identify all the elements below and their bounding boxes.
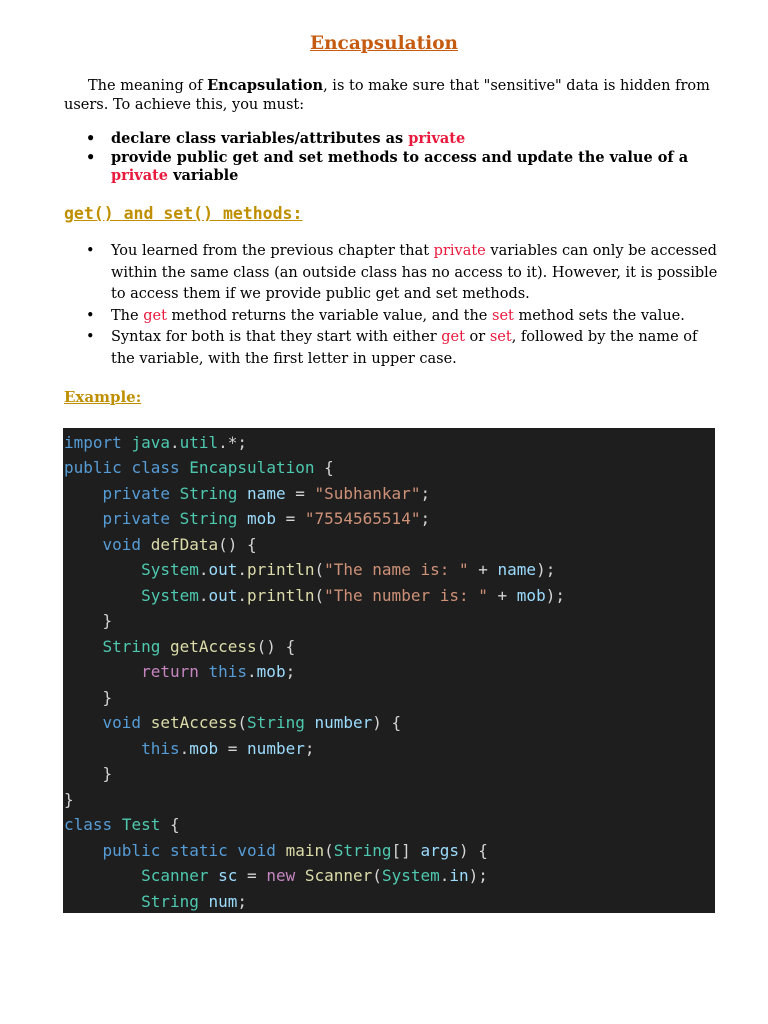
code-line	[64, 838, 488, 864]
code-token: name	[247, 483, 286, 503]
code-token: setAccess	[150, 713, 238, 732]
code-token: +	[487, 585, 517, 605]
requirement-text-after: variable	[168, 167, 239, 184]
code-token	[122, 433, 132, 452]
detail-text: Syntax for both is that they start with either	[111, 329, 442, 345]
code-token	[64, 739, 141, 758]
code-token: (	[314, 560, 325, 579]
code-token: mob	[247, 509, 276, 528]
code-token	[170, 509, 180, 528]
page-title: Encapsulation	[310, 33, 458, 54]
code-token: .	[237, 560, 248, 579]
detail-text: , followed by the name of the variable, with the first letter in upper case.	[111, 329, 698, 367]
code-token	[295, 866, 305, 885]
code-line	[64, 761, 112, 787]
intro-bold-term: Encapsulation	[207, 77, 324, 94]
code-token: ;	[420, 509, 431, 528]
code-token: println	[247, 560, 315, 579]
code-token: String	[247, 713, 305, 732]
code-token	[160, 841, 170, 860]
detail-text: method sets the value.	[513, 307, 685, 324]
code-token: ) {	[372, 713, 402, 732]
detail-text: method returns the variable value, and the	[166, 307, 492, 324]
code-token	[64, 586, 141, 605]
code-token: =	[275, 509, 305, 528]
code-token: .	[247, 662, 257, 681]
code-token: sc	[218, 866, 238, 885]
details-list	[64, 241, 724, 370]
code-token: ;	[237, 891, 248, 911]
code-token	[64, 535, 103, 554]
intro-text-start: The meaning of	[88, 78, 208, 94]
code-token: void	[102, 534, 142, 554]
code-token: +	[468, 560, 498, 579]
code-token: {	[314, 458, 334, 477]
code-token: =	[218, 738, 248, 758]
requirement-item-2	[64, 149, 704, 186]
set-keyword: set	[489, 329, 512, 345]
code-token: =	[237, 866, 267, 885]
code-line	[64, 430, 247, 456]
code-token: static	[169, 840, 228, 860]
code-token: (	[324, 840, 334, 860]
code-token: (	[237, 713, 248, 732]
code-token: .	[179, 738, 190, 758]
code-token: System	[381, 866, 440, 885]
code-token: new	[266, 866, 296, 885]
code-token	[228, 841, 238, 860]
code-token	[237, 509, 247, 528]
example-label: Example:	[64, 388, 142, 406]
code-token: (	[314, 585, 325, 605]
code-token: util	[179, 432, 219, 452]
code-token: class	[64, 815, 113, 834]
code-token: String	[179, 483, 238, 503]
code-line	[64, 863, 488, 889]
code-token: import	[64, 432, 122, 452]
code-token	[122, 458, 132, 477]
code-line	[64, 608, 112, 634]
code-token: defData	[150, 534, 219, 554]
code-token	[64, 866, 141, 885]
code-token	[199, 662, 209, 681]
requirements-list	[64, 130, 704, 186]
code-token: getAccess	[169, 636, 257, 656]
code-token: }	[64, 764, 113, 783]
code-token	[170, 484, 180, 503]
code-token: in	[449, 866, 469, 885]
code-token: .	[198, 585, 209, 605]
detail-text: variables can only be accessed within the same class (an outside class has no access to it). However, it is possible to access them if we provide public get and set methods.	[111, 243, 718, 302]
intro-text-end: , is to make sure that "sensitive" data is hidden from users. To achieve this, you must:	[64, 78, 710, 113]
code-token: []	[391, 840, 421, 860]
detail-text: You learned from the previous chapter that	[111, 243, 434, 259]
code-token: number	[247, 738, 305, 758]
code-token: java	[131, 432, 170, 452]
code-token: .	[439, 866, 450, 885]
code-token	[276, 841, 286, 860]
code-token	[64, 560, 141, 579]
private-keyword: private	[433, 243, 486, 259]
code-token: mob	[516, 585, 546, 605]
code-token: void	[102, 713, 142, 732]
code-token: number	[314, 713, 373, 732]
code-line	[64, 455, 334, 481]
code-token: ;	[304, 738, 315, 758]
code-line	[64, 634, 295, 660]
code-token: }	[64, 611, 113, 630]
code-token: args	[420, 840, 459, 860]
code-line	[64, 506, 430, 532]
code-token: .	[198, 560, 209, 579]
code-line	[64, 659, 295, 685]
private-keyword: private	[111, 167, 169, 184]
code-token: class	[131, 458, 180, 477]
code-token: String	[141, 891, 199, 911]
code-token: System	[141, 560, 199, 579]
requirement-text: declare class variables/attributes as	[111, 130, 409, 147]
code-token: ) {	[458, 840, 488, 860]
code-line	[64, 532, 257, 558]
code-token: .	[169, 432, 180, 452]
code-token	[64, 713, 103, 732]
code-token	[64, 484, 103, 503]
code-token	[64, 637, 103, 656]
set-keyword: set	[492, 307, 514, 324]
code-token: }	[64, 687, 113, 707]
code-token: Scanner	[141, 866, 209, 885]
code-token: mob	[256, 662, 286, 681]
code-token: out	[208, 585, 238, 605]
code-token	[209, 866, 219, 885]
code-token	[112, 815, 122, 834]
code-token	[64, 841, 103, 860]
code-token: this	[141, 738, 180, 758]
code-token: () {	[256, 636, 296, 656]
code-token: () {	[218, 534, 257, 554]
code-token: "Subhankar"	[314, 483, 421, 503]
code-token	[237, 484, 247, 503]
detail-text: The	[111, 307, 144, 324]
code-token: );	[545, 585, 565, 605]
code-token: (	[372, 866, 382, 885]
code-token	[141, 713, 151, 732]
code-token: .	[237, 585, 248, 605]
code-token: String	[333, 840, 392, 860]
code-line	[64, 787, 74, 813]
get-keyword: get	[441, 329, 465, 345]
code-line	[64, 889, 247, 914]
code-token: private	[102, 483, 170, 503]
detail-item-3	[64, 327, 724, 370]
code-token: return	[141, 662, 199, 681]
detail-text: or	[464, 329, 490, 345]
code-token	[160, 637, 170, 656]
code-token	[64, 509, 103, 528]
code-token: this	[208, 662, 248, 681]
code-token: System	[141, 585, 199, 605]
code-token: private	[102, 509, 170, 528]
code-token	[64, 662, 141, 681]
code-token: out	[208, 560, 238, 579]
code-token: =	[285, 483, 315, 503]
code-token: {	[160, 815, 180, 834]
code-token: );	[468, 866, 488, 885]
code-token: "The number is: "	[324, 585, 488, 605]
code-line	[64, 685, 112, 711]
section-heading: get() and set() methods:	[64, 204, 303, 223]
code-block	[63, 428, 715, 913]
code-token: void	[237, 840, 276, 860]
code-token: ;	[420, 483, 431, 503]
code-token: name	[497, 560, 537, 579]
code-token	[180, 458, 190, 477]
code-token: );	[536, 560, 556, 579]
code-token: public	[64, 458, 122, 477]
code-token: Encapsulation	[189, 458, 315, 477]
code-token: }	[64, 789, 74, 809]
code-line	[64, 557, 555, 583]
detail-item-1	[64, 241, 724, 306]
code-token: .*;	[218, 432, 248, 452]
code-token: mob	[189, 738, 219, 758]
private-keyword: private	[408, 130, 466, 147]
code-token: "7554565514"	[304, 509, 421, 528]
code-token	[199, 892, 209, 911]
code-line	[64, 812, 180, 838]
code-line	[64, 583, 565, 609]
code-token: String	[102, 636, 161, 656]
detail-item-2	[64, 306, 724, 328]
code-token: main	[285, 840, 325, 860]
code-token: println	[247, 585, 315, 605]
code-token: ;	[285, 662, 296, 681]
code-token: "The name is: "	[324, 560, 469, 579]
requirement-item-1	[64, 130, 704, 149]
code-token: String	[179, 509, 238, 528]
code-token: Scanner	[304, 866, 373, 885]
code-line	[64, 710, 401, 736]
code-token	[64, 892, 141, 911]
code-line	[64, 736, 314, 762]
code-token	[141, 535, 151, 554]
code-token: num	[208, 891, 238, 911]
code-token: public	[102, 840, 161, 860]
code-token: Test	[121, 815, 161, 834]
requirement-text: provide public get and set methods to access and update the value of a	[111, 148, 689, 166]
code-line	[64, 481, 430, 507]
intro-paragraph	[64, 76, 724, 115]
get-keyword: get	[143, 307, 167, 324]
